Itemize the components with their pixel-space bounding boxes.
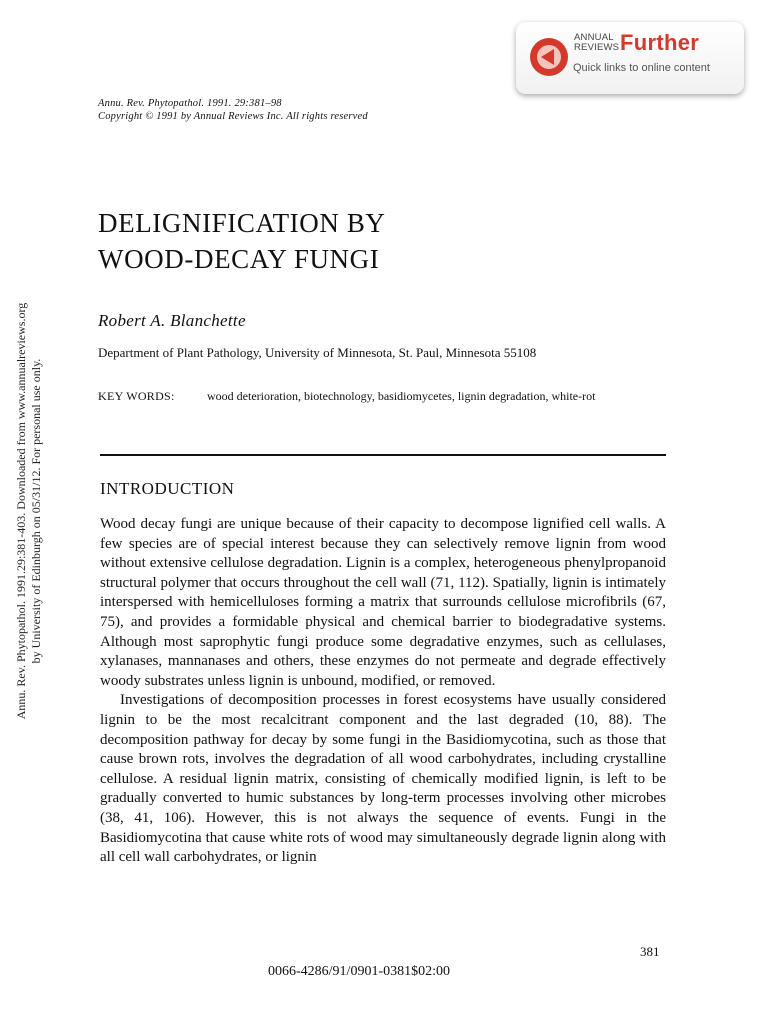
page-number: 381 (640, 944, 660, 959)
annual-reviews-further-badge[interactable] (516, 22, 744, 94)
badge-tagline: Quick links to online content (573, 62, 710, 74)
author-affiliation: Department of Plant Pathology, University of Minnesota, St. Paul, Minnesota 55108 (98, 345, 537, 360)
section-heading: INTRODUCTION (100, 479, 235, 498)
paragraph-2: Investigations of decomposition processes in forest ecosystems have usually considered lignin to be the most recalcitrant component and the last degraded (10, 88). The decomposition pathway for decay by some fungi in the Basidiomycotina, such as those that cause brown rots, involves the degradation of all wood carbohydrates, including crystalline cellulose. A residual lignin matrix, consisting of chemically modified lignin, is left to be gradually converted to humic substances by long-term processes involving other microbes (38, 41, 106). However, this is not always the sequence of events. Fungi in the Basidiomycotina that cause white rots of wood may simultaneously degrade lignin along with all cell wall carbohydrates, or lignin (100, 692, 666, 866)
issn-code: 0066-4286/91/0901-0381$02:00 (268, 964, 450, 979)
section-divider (100, 454, 666, 456)
journal-copyright: Copyright © 1991 by Annual Reviews Inc. All rights reserved (98, 111, 368, 122)
annual-reviews-logo-icon (528, 36, 570, 78)
download-side-note: Annu. Rev. Phytopathol. 1991.29:381-403. Downloaded from www.annualreviews.org by University of Edinburgh on 05/31/12. For personal use only. (14, 302, 43, 720)
badge-annual-reviews-text: ANNUAL REVIEWS (574, 32, 620, 53)
article-title: DELIGNIFICATION BY WOOD-DECAY FUNGI (98, 208, 386, 274)
introduction-body (100, 515, 666, 868)
keywords-label: KEY WORDS: (98, 389, 175, 403)
keywords-list: wood deterioration, biotechnology, basidiomycetes, lignin degradation, white-rot (207, 389, 596, 403)
journal-header (98, 97, 368, 123)
badge-further-text: Further (620, 30, 700, 55)
paragraph-1: Wood decay fungi are unique because of their capacity to decompose lignified cell walls. A few species are of special interest because they can selectively remove lignin from wood without extensive cellulose degradation. Lignin is a complex, heterogeneous phenylpropanoid structural polymer that occurs throughout the cell wall (71, 112). Spatially, lignin is intimately interspersed with hemicelluloses forming a matrix that surrounds cellulose microfibrils (67, 75), and provides a formidable physical and chemical barrier to biodegradative systems. Although most saprophytic fungi produce some degradative enzymes, such as cellulases, xylanases, mannanases and others, these enzymes do not permeate and degrade effectively woody substrates unless lignin is unbound, modified, or removed. (100, 516, 666, 689)
journal-citation: Annu. Rev. Phytopathol. 1991. 29:381–98 (98, 98, 282, 109)
article-author: Robert A. Blanchette (98, 311, 246, 330)
